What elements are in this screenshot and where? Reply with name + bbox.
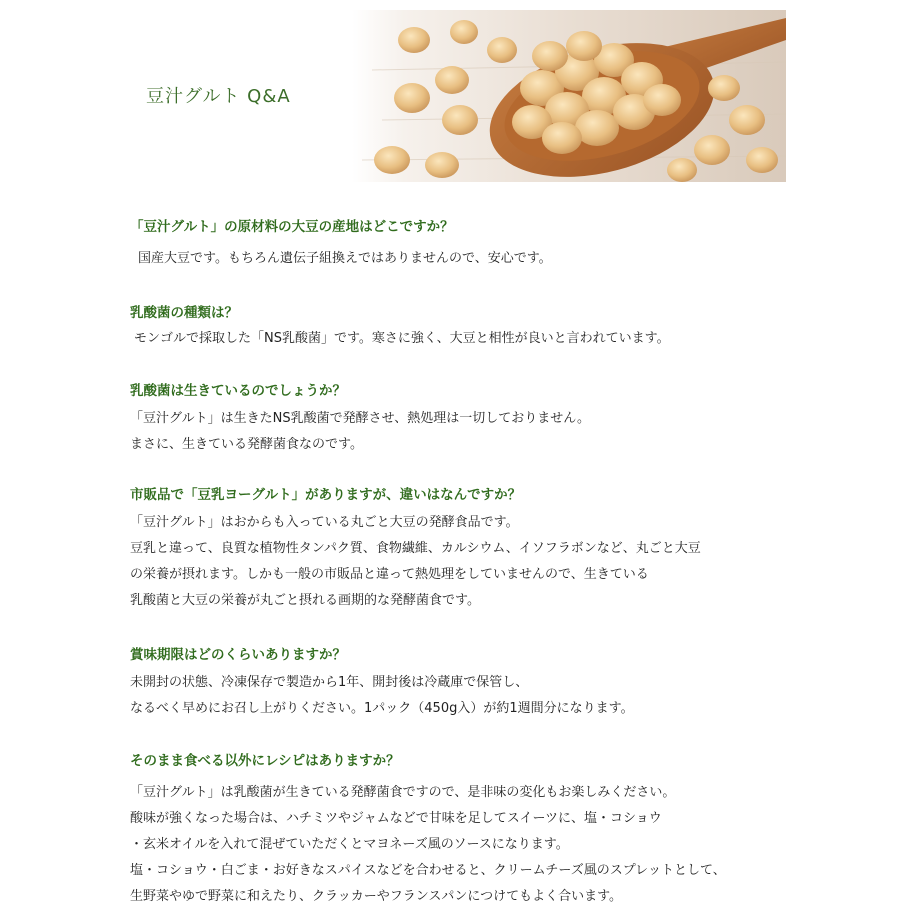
answer-line: の栄養が摂れます。しかも一般の市販品と違って熱処理をしていませんので、生きている [130,567,649,582]
answer-line: モンゴルで採取した「NS乳酸菌」です。寒さに強く、大豆と相性が良いと言われています。 [134,331,670,346]
answer [130,670,790,722]
answer-line: 乳酸菌と大豆の栄養が丸ごと摂れる画期的な発酵菌食です。 [130,593,480,608]
qa-item [130,378,790,458]
answer-line: 塩・コショウ・白ごま・お好きなスパイスなどを合わせると、クリームチーズ風のスプレットとして、 [130,863,726,878]
question: 市販品で「豆乳ヨーグルト」がありますが、違いはなんですか？ [130,487,522,503]
qa-item [130,214,790,272]
answer-line: 酸味が強くなった場合は、ハチミツやジャムなどで甘味を足してスイーツに、塩・コショウ [130,811,662,826]
answer [130,780,790,910]
answer-line: まさに、生きている発酵菌食なのです。 [130,437,363,452]
answer [130,510,790,614]
page-title: 豆汁グルト Q&A [146,86,291,107]
answer [130,246,790,272]
answer-line: ・玄米オイルを入れて混ぜていただくとマヨネーズ風のソースになります。 [130,837,569,852]
answer-line: 豆乳と違って、良質な植物性タンパク質、食物繊維、カルシウム、イソフラボンなど、丸ごと大豆 [130,541,701,556]
answer-line: 未開封の状態、冷凍保存で製造から1年、開封後は冷蔵庫で保管し、 [130,675,529,690]
qa-item [130,482,790,614]
answer-line: 「豆汁グルト」は生きたNS乳酸菌で発酵させ、熱処理は一切しておりません。 [130,411,590,426]
qa-list [130,214,790,910]
header-banner [118,10,786,182]
answer [130,406,790,458]
answer-line: なるべく早めにお召し上がりください。1パック（450g入）が約1週間分になります。 [130,701,634,716]
answer-line: 国産大豆です。もちろん遺伝子組換えではありませんので、安心です。 [138,251,552,266]
qa-item [130,300,790,352]
question: そのまま食べる以外にレシピはありますか？ [130,753,400,769]
qa-item [130,748,790,910]
question: 賞味期限はどのくらいありますか？ [130,647,346,663]
answer-line: 「豆汁グルト」は乳酸菌が生きている発酵菌食ですので、是非味の変化もお楽しみください。 [130,785,676,800]
question: 乳酸菌は生きているのでしょうか？ [130,383,346,399]
question: 乳酸菌の種類は？ [130,305,238,321]
soybeans-photo [352,10,786,182]
answer-line: 生野菜やゆで野菜に和えたり、クラッカーやフランスパンにつけてもよく合います。 [130,889,623,904]
qa-item [130,642,790,722]
answer [130,326,790,352]
question: 「豆汁グルト」の原材料の大豆の産地はどこですか？ [130,219,454,235]
answer-line: 「豆汁グルト」はおからも入っている丸ごと大豆の発酵食品です。 [130,515,519,530]
